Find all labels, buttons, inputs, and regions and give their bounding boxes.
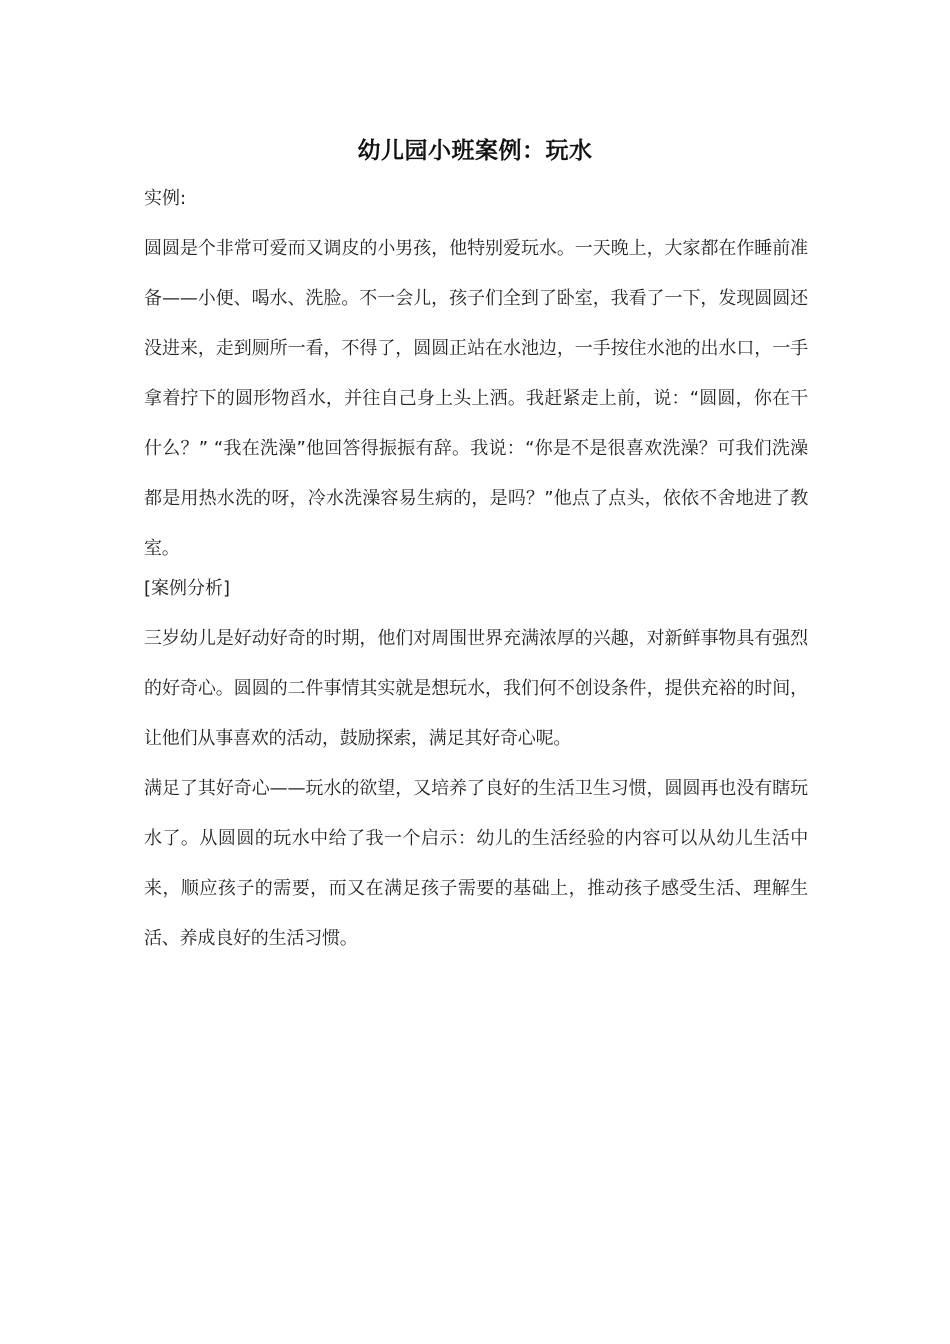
- document-title: 幼儿园小班案例：玩水: [357, 138, 593, 164]
- example-label: 实例:: [144, 188, 187, 209]
- document-body: [144, 184, 808, 964]
- analysis-label: [案例分析]: [144, 578, 231, 599]
- example-paragraph: 圆圆是个非常可爱而又调皮的小男孩，他特别爱玩水。一天晚上，大家都在作睡前准备——小便、喝水、洗脸。不一会儿，孩子们全到了卧室，我看了一下，发现圆圆还没进来，走到厕所一看，不得了，圆圆正站在水池边，一手按住水池的出水口，一手拿着拧下的圆形物舀水，并往自己身上头上洒。我赶紧走上前，说：“圆圆，你在干什么？” “我在洗澡”他回答得振振有辞。我说：“你是不是很喜欢洗澡？可我们洗澡都是用热水洗的呀，冷水洗澡容易生病的，是吗？”他点了点头，依依不舍地进了教室。: [144, 238, 808, 559]
- analysis-paragraph: 三岁幼儿是好动好奇的时期，他们对周围世界充满浓厚的兴趣，对新鲜事物具有强烈的好奇心。圆圆的二件事情其实就是想玩水，我们何不创设条件，提供充裕的时间，让他们从事喜欢的活动，鼓励探索，满足其好奇心呢。: [144, 628, 808, 749]
- conclusion-paragraph: 满足了其好奇心——玩水的欲望，又培养了良好的生活卫生习惯，圆圆再也没有瞎玩水了。从圆圆的玩水中给了我一个启示：幼儿的生活经验的内容可以从幼儿生活中来，顺应孩子的需要，而又在满足孩子需要的基础上，推动孩子感受生活、理解生活、养成良好的生活习惯。: [144, 778, 808, 949]
